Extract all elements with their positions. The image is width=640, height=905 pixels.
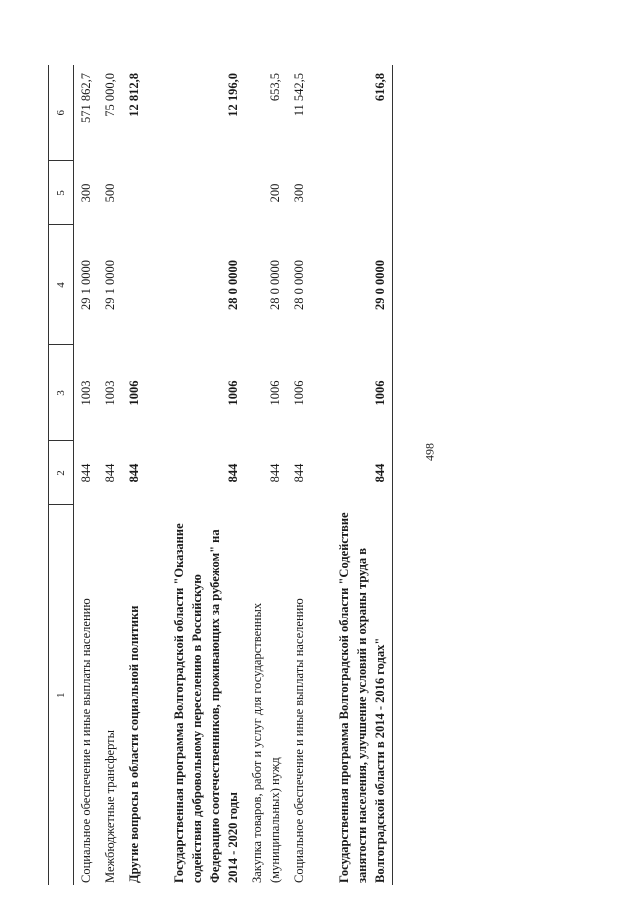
header-cell-3: 3	[49, 345, 74, 441]
row-section: 1006	[226, 380, 240, 406]
header-cell-4: 4	[49, 225, 74, 345]
header-cell-6: 6	[49, 65, 74, 161]
row-code: 844	[226, 463, 240, 483]
row-type	[122, 161, 146, 225]
table-row	[122, 65, 146, 885]
table-row	[287, 65, 311, 885]
table-row	[98, 65, 122, 885]
row-amount: 75 000,0	[103, 73, 117, 117]
row-name: Социальное обеспечение и иные выплаты населению	[79, 598, 93, 883]
row-target: 29 1 0000	[79, 260, 93, 310]
page-number: 498	[422, 443, 437, 461]
row-name: Другие вопросы в области социальной политики	[127, 605, 141, 883]
budget-table-page	[48, 65, 588, 885]
row-name: Социальное обеспечение и иные выплаты населению	[292, 598, 306, 883]
row-type: 300	[79, 183, 93, 203]
row-amount: 11 542,5	[292, 73, 306, 117]
row-name: Межбюджетные трансферты	[103, 729, 117, 883]
row-code: 844	[311, 441, 393, 505]
budget-table	[48, 65, 393, 885]
row-type	[146, 161, 245, 225]
table-body	[74, 65, 393, 885]
row-name: Государственная программа Волгоградской области "Содействие занятости населения, улучшение условий и охраны труда в Волгоградской области в 2014 - 2016 годах"	[311, 505, 393, 885]
row-target: 29 1 0000	[103, 260, 117, 310]
row-target: 28 0 0000	[226, 260, 240, 310]
table-row	[311, 65, 393, 885]
header-cell-5: 5	[49, 161, 74, 225]
row-code: 844	[292, 463, 306, 483]
row-target: 28 0 0000	[292, 260, 306, 310]
table-row	[245, 65, 287, 885]
row-section: 1003	[79, 380, 93, 406]
header-cell-1: 1	[49, 505, 74, 885]
row-amount: 12 196,0	[226, 73, 240, 117]
row-target: 28 0 0000	[268, 260, 282, 310]
row-section: 1006	[292, 380, 306, 406]
row-amount: 12 812,8	[127, 73, 141, 117]
row-code: 844	[127, 463, 141, 483]
table-header	[49, 65, 74, 885]
row-code: 844	[103, 463, 117, 483]
row-name: Государственная программа Волгоградской области "Оказание содействия добровольному переселению в Российскую Федерацию соотечественников, проживающих за рубежом" на 2014 - 2020 годы	[172, 523, 240, 883]
header-cell-2: 2	[49, 441, 74, 505]
row-amount: 653,5	[268, 73, 282, 102]
row-type: 200	[268, 183, 282, 203]
row-code: 844	[79, 463, 93, 483]
row-amount: 616,8	[311, 65, 393, 161]
table-row	[74, 65, 99, 885]
row-section: 1003	[103, 380, 117, 406]
row-amount: 571 862,7	[79, 73, 93, 123]
table-row	[146, 65, 245, 885]
row-target: 29 0 0000	[311, 225, 393, 345]
row-type	[311, 161, 393, 225]
row-code: 844	[268, 463, 282, 483]
row-section: 1006	[311, 345, 393, 441]
row-name: Закупка товаров, работ и услуг для государственных (муниципальных) нужд	[250, 602, 282, 883]
row-target	[122, 225, 146, 345]
row-section: 1006	[127, 380, 141, 406]
row-type: 500	[103, 183, 117, 203]
row-section: 1006	[268, 380, 282, 406]
row-type: 300	[292, 183, 306, 203]
